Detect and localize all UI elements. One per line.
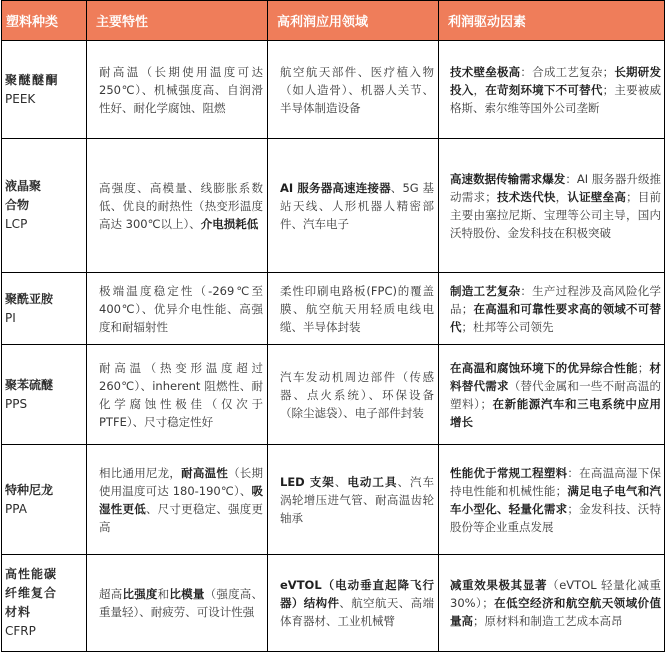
plastic-name-en: PEEK — [5, 91, 36, 106]
plastic-name-cell — [2, 445, 87, 555]
text-run: ， — [555, 189, 568, 204]
plastic-name-cell — [2, 139, 87, 273]
features-cell — [87, 345, 268, 445]
drivers-cell — [439, 445, 665, 555]
header-row — [2, 1, 665, 41]
text-run: ：AI 服务器升级推动需求； — [450, 171, 661, 204]
bold-text-run: 比模量 — [169, 587, 205, 601]
text-run: （强度高、重量轻）、耐疲劳、可设计性强 — [99, 587, 264, 619]
bold-text-run: 材料替代需求 — [450, 360, 662, 393]
table-row — [2, 139, 665, 273]
plastic-name-cn: 聚醚醚酮 — [5, 72, 60, 87]
text-run: ；原材料和制造工艺成本高昂 — [473, 614, 623, 628]
bold-text-run: 在高温和可靠性要求高的领域不可替代 — [450, 301, 662, 334]
applications-cell — [268, 345, 439, 445]
plastic-name-en: PI — [5, 310, 16, 325]
text-run: （eVTOL 轻量化减重 30%）； — [450, 578, 661, 610]
text-run: 、 — [334, 474, 348, 489]
text-run: 耐高温（长期使用温度可达 250℃）、机械强度高、自润滑性好、耐化学腐蚀、阻燃 — [99, 64, 263, 115]
plastic-name-cell — [2, 345, 87, 445]
bold-text-run: 高速数据传输需求爆发 — [450, 171, 566, 186]
header-main-features: 主要特性 — [87, 1, 268, 41]
applications-cell — [268, 445, 439, 555]
text-run: 、航空航天、高端体育器材、工业机械臂 — [280, 596, 434, 628]
text-run: 、5G 基站天线、人形机器人精密部件、汽车电子 — [280, 180, 434, 231]
text-run: 极端温度稳定性（-269℃至 400℃）、优异介电性能、高强度和耐辐射性 — [99, 283, 263, 334]
applications-cell — [268, 139, 439, 273]
text-run: ：合成工艺复杂； — [520, 64, 615, 79]
table-row — [2, 445, 665, 555]
plastic-name-cell — [2, 555, 87, 652]
bold-text-run: 比强度 — [122, 587, 158, 601]
text-run: 相比通用尼龙， — [99, 465, 182, 480]
drivers-cell — [439, 555, 665, 652]
bold-text-run: 长期研发投入 — [450, 64, 662, 97]
table-row — [2, 41, 665, 139]
text-run: 耐高温（热变形温度超过 260℃）、inherent 阻燃性、耐化学腐蚀性极佳（仅次于 PTFE）、尺寸稳定性好 — [99, 360, 263, 429]
plastic-name-en: PPA — [5, 501, 27, 516]
drivers-cell — [439, 139, 665, 273]
features-cell — [87, 555, 268, 652]
text-run: 汽车发动机周边部件（传感器、点火系统）、环保设备（除尘滤袋）、电子部件封装 — [280, 369, 434, 420]
text-run: （替代金属和一些不耐高温的塑料）； — [450, 378, 662, 411]
text-run: （长期使用温度可达 180-190℃）、 — [99, 465, 264, 498]
plastic-name-cn: 聚苯硫醚 — [5, 377, 54, 392]
bold-text-run: 电动工具 — [347, 474, 398, 489]
plastic-name-cell — [2, 273, 87, 345]
bold-text-run: 认证壁垒高 — [567, 189, 627, 204]
text-run: ， — [473, 82, 486, 97]
text-run: ；金发科技、沃特股份等企业重点发展 — [450, 501, 662, 534]
table-row — [2, 555, 665, 652]
header-applications: 高利润应用领域 — [268, 1, 439, 41]
text-run: 柔性印刷电路板(FPC)的覆盖膜、航空航天用轻质电线电缆、半导体封装 — [280, 283, 434, 334]
plastic-name-cn: 聚酰亚胺 — [5, 291, 54, 306]
text-run: ：生产过程涉及高风险化学品； — [450, 283, 662, 316]
applications-cell — [268, 273, 439, 345]
plastic-name-en: PPS — [5, 396, 28, 411]
bold-text-run: 减重效果极其显著 — [450, 578, 548, 592]
text-run: ； — [637, 360, 650, 375]
text-run: 和 — [157, 587, 170, 601]
bold-text-run: 技术迭代快 — [496, 189, 556, 204]
features-cell — [87, 41, 268, 139]
bold-text-run: 耐高温性 — [181, 465, 229, 480]
text-run: 、尺寸更稳定、强度更高 — [99, 501, 264, 534]
header-plastic-type: 塑料种类 — [2, 1, 87, 41]
plastic-name-cn: 特种尼龙 — [5, 482, 54, 497]
plastic-name-cell — [2, 41, 87, 139]
bold-text-run: eVTOL（电动垂直起降飞行器）结构件 — [280, 578, 434, 610]
text-run: 高强度、高模量、线膨胀系数低、优良的耐热性（热变形温度高达 300℃以上）、 — [99, 180, 263, 231]
features-cell — [87, 139, 268, 273]
features-cell — [87, 445, 268, 555]
plastic-name-en: LCP — [5, 217, 28, 231]
plastic-name-cn: 液晶聚合物 — [5, 179, 42, 212]
plastic-name-cn: 高性能碳纤维复合材料 — [5, 567, 58, 619]
applications-cell — [268, 555, 439, 652]
plastic-name-en: CFRP — [5, 624, 36, 638]
text-run: 航空航天部件、医疗植入物（如人造骨）、机器人关节、半导体制造设备 — [280, 64, 434, 115]
bold-text-run: 满足电子电气和汽车小型化、轻量化需求 — [450, 483, 662, 516]
text-run: 超高 — [99, 587, 123, 601]
drivers-cell — [439, 345, 665, 445]
text-run: ：在高温高湿下保持电性能和机械性能； — [450, 465, 662, 498]
bold-text-run: 制造工艺复杂 — [450, 283, 521, 298]
bold-text-run: LED 支架 — [280, 474, 335, 489]
table-row — [2, 345, 665, 445]
text-run: ；主要被威格斯、索尔维等国外公司垄断 — [450, 82, 662, 115]
bold-text-run: 在高温和腐蚀环境下的优异综合性能 — [450, 360, 638, 375]
table-row — [2, 273, 665, 345]
bold-text-run: 性能优于常规工程塑料 — [450, 465, 568, 480]
header-profit-drivers: 利润驱动因素 — [439, 1, 665, 41]
bold-text-run: 介电损耗低 — [200, 216, 259, 231]
drivers-cell — [439, 273, 665, 345]
features-cell — [87, 273, 268, 345]
bold-text-run: AI 服务器高速连接器 — [280, 180, 391, 195]
drivers-cell — [439, 41, 665, 139]
bold-text-run: 技术壁垒极高 — [450, 64, 521, 79]
bold-text-run: 在新能源汽车和三电系统中应用增长 — [450, 396, 662, 429]
applications-cell — [268, 41, 439, 139]
bold-text-run: 吸湿性更低 — [99, 483, 263, 516]
text-run: ；杜邦等公司领先 — [461, 319, 554, 334]
bold-text-run: 在低空经济和航空航天领域价值量高 — [450, 596, 662, 628]
text-run: ；目前主要由塞拉尼斯、宝理等公司主导，国内沃特股份、金发科技在积极突破 — [450, 189, 662, 240]
plastics-table — [1, 0, 665, 652]
bold-text-run: 在苛刻环境下不可替代 — [485, 82, 603, 97]
text-run: 、汽车涡轮增压进气管、耐高温齿轮轴承 — [280, 474, 435, 525]
